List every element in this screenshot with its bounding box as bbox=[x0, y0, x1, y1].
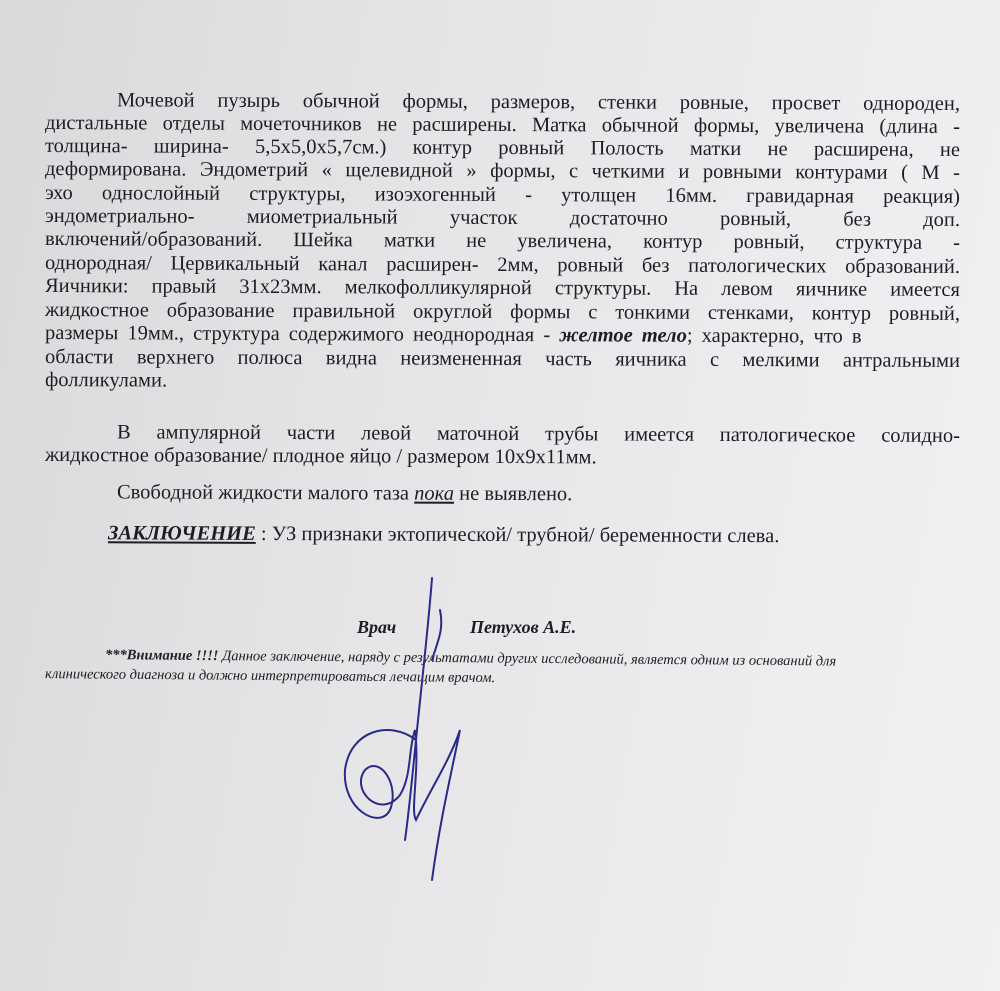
text-line: Яичники: правый 31х23мм. мелкофолликулярной структуры. На левом яичнике имеется bbox=[44, 275, 961, 301]
text-line: дистальные отделы мочеточников не расширены. Матка обычной формы, увеличена (длина - bbox=[44, 112, 961, 138]
underlined-text: пока bbox=[414, 482, 455, 505]
conclusion-label: ЗАКЛЮЧЕНИЕ bbox=[107, 522, 256, 545]
text: Свободной жидкости малого таза bbox=[116, 481, 415, 505]
signature bbox=[320, 570, 520, 900]
text-line: эхо однослойный структуры, изоэхогенный - утолщен 16мм. гравидарная реакция) bbox=[44, 182, 961, 208]
text-line: эндометриально- миометриальный участок достаточно ровный, без доп. bbox=[44, 205, 961, 231]
text-line: В ампулярной части левой маточной трубы имеется патологическое солидно- bbox=[116, 421, 961, 447]
doctor-label: Врач bbox=[357, 617, 397, 637]
text-line: жидкостное образование правильной округлой формы с тонкими стенками, контур ровный, bbox=[44, 299, 961, 325]
text: ; характерно, что в bbox=[686, 324, 862, 348]
text: не выявлено. bbox=[453, 482, 573, 506]
attention-label: ***Внимание !!!! bbox=[104, 647, 219, 665]
text: размеры 19мм., структура содержимого неоднородная - bbox=[44, 322, 551, 347]
text-line: жидкостное образование/ плодное яйцо / размером 10х9х11мм. bbox=[44, 444, 597, 469]
text-line: Мочевой пузырь обычной формы, размеров, стенки ровные, просвет однороден, bbox=[116, 89, 961, 115]
text-line bbox=[45, 480, 960, 508]
text-line: деформирована. Эндометрий « щелевидной » формы, с четкими и ровными контурами ( М - bbox=[44, 158, 961, 184]
text-line: области верхнего полюса видна неизмененная часть яичника с мелкими антральными bbox=[44, 346, 961, 372]
text-line: толщина- ширина- 5,5х5,0х5,7см.) контур ровный Полость матки не расширена, не bbox=[44, 135, 961, 161]
text-line: фолликулами. bbox=[44, 369, 168, 392]
highlight-text: желтое тело bbox=[559, 324, 687, 347]
text-line: однородная/ Цервикальный канал расширен- 2мм, ровный без патологических образований. bbox=[44, 252, 961, 278]
text: Данное заключение, наряду с результатами других исследований, является одним из оснований для bbox=[218, 648, 837, 670]
doctor-name: Петухов А.Е. bbox=[470, 617, 577, 637]
attention-note-line2: клинического диагноза и должно интерпретироваться лечащим врачом. bbox=[44, 666, 496, 687]
conclusion bbox=[45, 521, 960, 549]
text-line: включений/образований. Шейка матки не увеличена, контур ровный, структура - bbox=[44, 228, 961, 254]
conclusion-text: : УЗ признаки эктопической/ трубной/ беременности слева. bbox=[255, 522, 780, 548]
